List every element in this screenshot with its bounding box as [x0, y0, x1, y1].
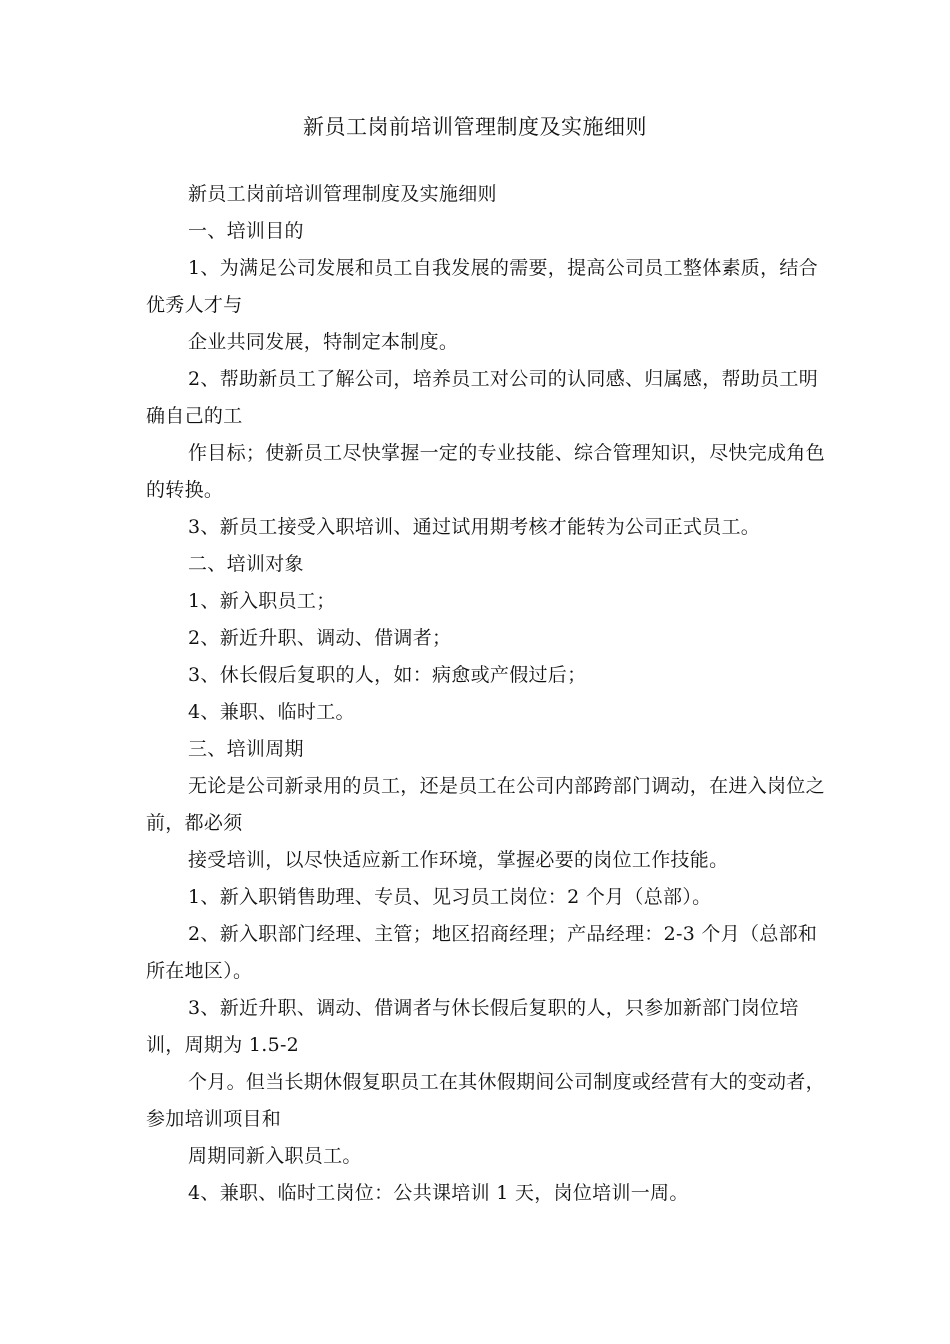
- document-body: [146, 176, 826, 1212]
- paragraph: 3、新员工接受入职培训、通过试用期考核才能转为公司正式员工。: [188, 516, 761, 538]
- document-title: 新员工岗前培训管理制度及实施细则: [303, 115, 647, 139]
- list-item: 2、新近升职、调动、借调者；: [188, 627, 452, 649]
- paragraph: 2、帮助新员工了解公司，培养员工对公司的认同感、归属感，帮助员工明确自己的工: [146, 368, 818, 427]
- section-heading: 一、培训目的: [188, 220, 304, 242]
- list-item: 1、新入职员工；: [188, 590, 336, 612]
- paragraph: 新员工岗前培训管理制度及实施细则: [188, 183, 497, 205]
- paragraph: 个月。但当长期休假复职员工在其休假期间公司制度或经营有大的变动者，参加培训项目和: [146, 1071, 825, 1130]
- list-item: 3、休长假后复职的人，如：病愈或产假过后；: [188, 664, 587, 686]
- paragraph: 1、为满足公司发展和员工自我发展的需要，提高公司员工整体素质，结合优秀人才与: [146, 257, 818, 316]
- list-item: 1、新入职销售助理、专员、见习员工岗位：2 个月（总部）。: [188, 886, 712, 908]
- section-heading: 二、培训对象: [188, 553, 304, 575]
- list-item: 2、新入职部门经理、主管；地区招商经理；产品经理：2-3 个月（总部和所在地区）。: [146, 923, 818, 982]
- section-heading: 三、培训周期: [188, 738, 304, 760]
- paragraph: 作目标；使新员工尽快掌握一定的专业技能、综合管理知识，尽快完成角色的转换。: [146, 442, 825, 501]
- paragraph: 周期同新入职员工。: [188, 1145, 362, 1167]
- paragraph: 无论是公司新录用的员工，还是员工在公司内部跨部门调动，在进入岗位之前，都必须: [146, 775, 825, 834]
- paragraph: 接受培训，以尽快适应新工作环境，掌握必要的岗位工作技能。: [188, 849, 729, 871]
- list-item: 3、新近升职、调动、借调者与休长假后复职的人，只参加新部门岗位培训，周期为 1.5-2: [146, 997, 799, 1056]
- list-item: 4、兼职、临时工。: [188, 701, 355, 723]
- list-item: 4、兼职、临时工岗位：公共课培训 1 天，岗位培训一周。: [188, 1182, 689, 1204]
- paragraph: 企业共同发展，特制定本制度。: [188, 331, 459, 353]
